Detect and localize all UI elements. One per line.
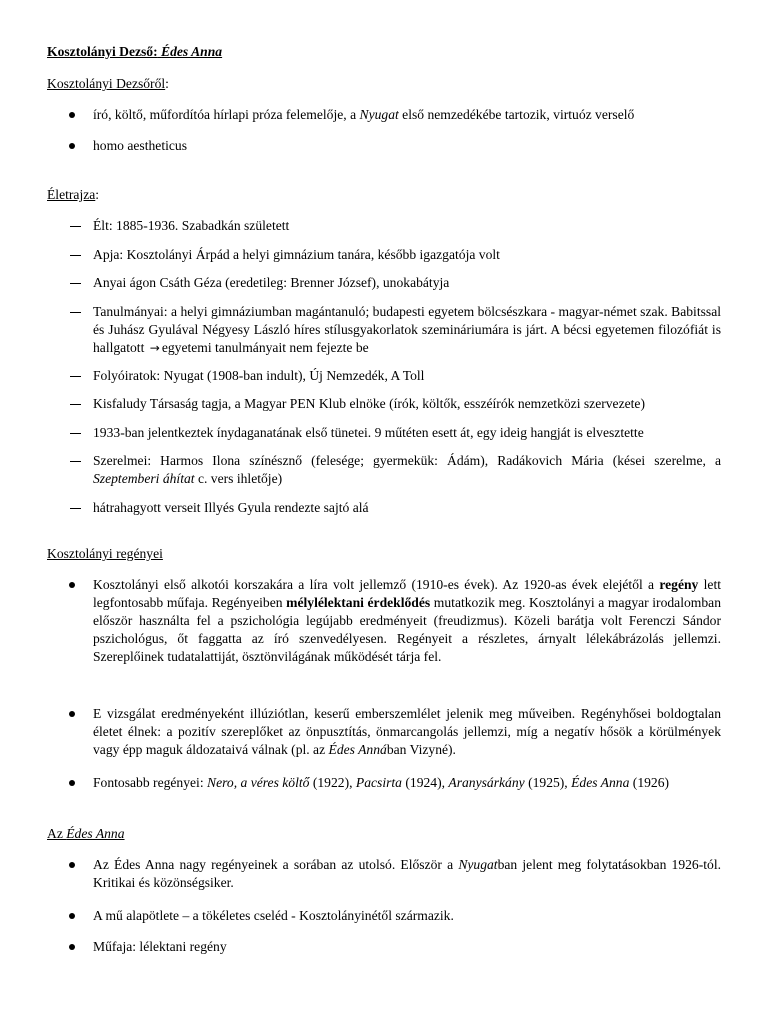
bullet-icon [69, 780, 75, 786]
dash-icon [70, 508, 81, 509]
dash-icon [70, 255, 81, 256]
life-item-5: Folyóiratok: Nyugat (1908-ban indult), Új Nemzedék, A Toll [93, 368, 425, 383]
about-item-2: homo aestheticus [93, 138, 188, 153]
life-item-8: Szerelmei: Harmos Ilona színésznő (felesége; gyermekük: Ádám), Radákovich Mária (kései szerelme, a Szeptemberi áhítat c. vers ihletője) [93, 453, 721, 486]
life-item-9: hátrahagyott verseit Illyés Gyula rendezte sajtó alá [93, 500, 369, 515]
dash-icon [70, 404, 81, 405]
novels-item-2: E vizsgálat eredményeként illúziótlan, keserű emberszemlélet jelenik meg műveiben. Regényhősei boldogtalan életet élnek: a pozitív szereplőket az önpusztítás, önmarcangolás jellemzi, míg a negatív hősök a körülmények vagy épp maguk áldozataivá válnak (pl. az Édes Annában Vizyné). [93, 706, 721, 757]
life-item-6: Kisfaludy Társaság tagja, a Magyar PEN Klub elnöke (írók, költők, esszéírók nemzetközi szervezete) [93, 396, 645, 411]
novels-heading: Kosztolányi regényei [47, 546, 163, 561]
dash-icon [70, 283, 81, 284]
dash-icon [70, 312, 81, 313]
anna-item-1: Az Édes Anna nagy regényeinek a sorában az utolsó. Először a Nyugatban jelent meg folytatásokban 1926-tól. Kritikai és közönségsiker. [93, 857, 722, 890]
bullet-icon [69, 143, 75, 149]
dash-icon [70, 461, 81, 462]
dash-icon [70, 376, 81, 377]
about-heading: Kosztolányi Dezsőről: [47, 76, 169, 91]
about-item-1: író, költő, műfordítóa hírlapi próza felemelője, a Nyugat első nemzedékébe tartozik, virtuóz verselő [93, 107, 635, 122]
title-work: Édes Anna [161, 44, 223, 59]
title-author: Kosztolányi Dezső: [47, 44, 158, 59]
life-item-4: Tanulmányai: a helyi gimnáziumban magántanuló; budapesti egyetem bölcsészkara - magyar-német szak. Babitssal és Juhász Gyulával Négyesy László híres stílusgyakorlatok szemináriumára is járt. A bécsi egyetemen filozófiát is hallgatott → egyetemi tanulmányait nem fejezte be [93, 304, 721, 355]
bullet-icon [69, 913, 75, 919]
bullet-icon [69, 112, 75, 118]
novels-item-1: Kosztolányi első alkotói korszakára a líra volt jellemző (1910-es évek). Az 1920-as évek elejétől a regény lett legfontosabb műfaja. Regényeiben mélylélektani érdeklődés mutatkozik meg. Kosztolányi a magyar irodalomban először használta fel a pszichológia legújabb eredményeit (freudizmus). Közeli barátja volt Ferenczi Sándor pszichológus, őt faggatta az író szenvedélyesen. Regényeit a részletes, árnyalt lélekábrázolás jellemzi. Szereplőinek tudatalattiját, ösztönvilágának működését tárja fel. [93, 577, 721, 664]
bullet-icon [69, 711, 75, 717]
life-item-1: Élt: 1885-1936. Szabadkán született [93, 218, 290, 233]
life-heading: Életrajza: [47, 187, 100, 202]
bullet-icon [69, 944, 75, 950]
life-item-7: 1933-ban jelentkeztek ínydaganatának első tünetei. 9 műtéten esett át, egy ideig hangját is elvesztette [93, 425, 644, 440]
life-item-2: Apja: Kosztolányi Árpád a helyi gimnázium tanára, később igazgatója volt [93, 247, 500, 262]
life-item-3: Anyai ágon Csáth Géza (eredetileg: Brenner József), unokabátyja [93, 275, 450, 290]
anna-item-2: A mű alapötlete – a tökéletes cseléd - Kosztolányinétől származik. [93, 908, 454, 923]
anna-item-3: Műfaja: lélektani regény [93, 939, 227, 954]
arrow-right-icon: → [149, 341, 160, 355]
dash-icon [70, 226, 81, 227]
page-title [47, 43, 222, 61]
novels-item-3: Fontosabb regényei: Nero, a véres költő (1922), Pacsirta (1924), Aranysárkány (1925), Édes Anna (1926) [93, 775, 670, 790]
bullet-icon [69, 862, 75, 868]
anna-heading: Az Édes Anna [47, 826, 125, 841]
dash-icon [70, 433, 81, 434]
bullet-icon [69, 582, 75, 588]
